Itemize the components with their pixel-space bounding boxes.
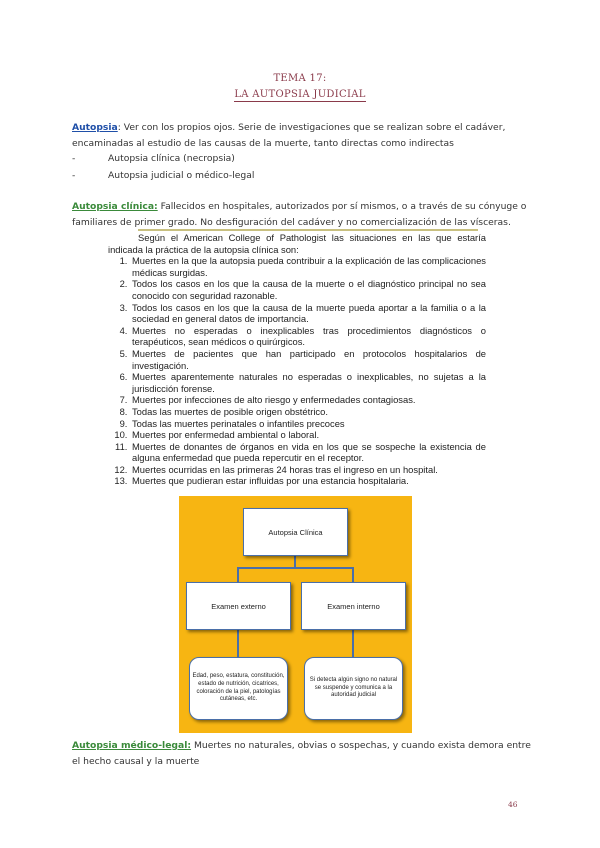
list-item: 5. Muertes de pacientes que han participado en protocolos hospitalarios de investigación. — [130, 348, 486, 371]
list-item: 8. Todas las muertes de posible origen obstétrico. — [130, 406, 486, 418]
diagram-node-examen-externo: Examen externo — [186, 582, 291, 630]
topic-number: TEMA 17: — [273, 73, 327, 84]
scan-highlight-line — [138, 229, 478, 231]
list-item: - Autopsia clínica (necropsia) — [72, 153, 235, 164]
autopsia-definition — [72, 120, 532, 152]
term-autopsia-clinica: Autopsia clínica: — [72, 201, 158, 212]
autopsia-clinica-diagram — [179, 496, 412, 733]
term-autopsia-medico-legal: Autopsia médico-legal: — [72, 740, 192, 751]
definition-text: : Ver con los propios ojos. Serie de investigaciones que se realizan sobre el cadáver, encaminadas al estudio de las causas de la muerte, tanto directas como indirectas — [72, 122, 506, 149]
page-title: LA AUTOPSIA JUDICIAL — [234, 89, 366, 100]
list-item: 3. Todos los casos en los que la causa de la muerte pueda aportar a la familia o a la sociedad en general datos de importancia. — [130, 302, 486, 325]
page-number: 46 — [508, 800, 518, 809]
diagram-node-externo-detail: Edad, peso, estatura, constitución, estado de nutrición, cicatrices, coloración de la piel, patologías cutáneas, etc. — [189, 657, 288, 720]
scanned-excerpt — [108, 229, 486, 487]
list-item: 6. Muertes aparentemente naturales no esperadas o inexplicables, no sujetas a la jurisdicción forense. — [130, 371, 486, 394]
list-item: 2. Todos los casos en los que la causa de la muerte o el diagnóstico principal no sea conocido con seguridad razonable. — [130, 278, 486, 301]
autopsia-clinica-paragraph: Autopsia clínica: Fallecidos en hospitales, autorizados por sí mismos, o a través de su cónyuge o familiares de primer grado. No desfiguración del cadáver y no comercialización de las vísceras. — [72, 201, 527, 228]
list-item: - Autopsia judicial o médico-legal — [72, 170, 255, 181]
autopsia-medico-legal-paragraph: Autopsia médico-legal: Muertes no naturales, obvias o sospechas, y cuando exista demora entre el hecho causal y la muerte — [72, 740, 531, 767]
scanned-intro: Según el American College of Pathologist las situaciones en las que estaría indicada la práctica de la autopsia clínica son: — [108, 232, 486, 255]
list-item: 10. Muertes por enfermedad ambiental o laboral. — [130, 429, 486, 441]
list-item: 9. Todas las muertes perinatales o infantiles precoces — [130, 418, 486, 430]
list-item: 12. Muertes ocurridas en las primeras 24 horas tras el ingreso en un hospital. — [130, 464, 486, 476]
list-item: 1. Muertes en la que la autopsia pueda contribuir a la explicación de las complicaciones médicas surgidas. — [130, 255, 486, 278]
diagram-node-autopsia-clinica: Autopsia Clínica — [243, 508, 348, 556]
list-item: 7. Muertes por infecciones de alto riesgo y enfermedades contagiosas. — [130, 394, 486, 406]
diagram-node-interno-detail: Si detecta algún signo no natural se suspende y comunica a la autoridad judicial — [304, 657, 403, 720]
list-item: 4. Muertes no esperadas o inexplicables tras procedimientos diagnósticos o terapéuticos, sean médicos o quirúrgicos. — [130, 325, 486, 348]
indications-list — [108, 255, 486, 487]
list-item: 13. Muertes que pudieran estar influidas por una estancia hospitalaria. — [130, 475, 486, 487]
term-autopsia: Autopsia — [72, 122, 118, 133]
list-item: 11. Muertes de donantes de órganos en vida en los que se sospeche la existencia de alguna enfermedad que pueda repercutir en el receptor. — [130, 441, 486, 464]
diagram-node-examen-interno: Examen interno — [301, 582, 406, 630]
